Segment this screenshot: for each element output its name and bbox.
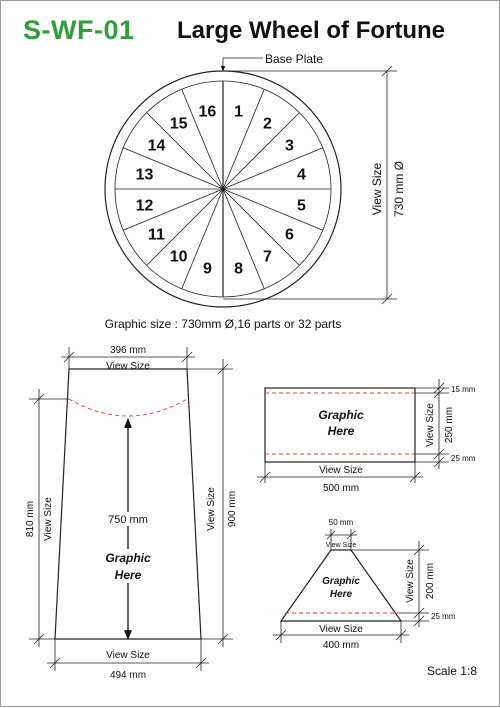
base-plate-label: Base Plate [265,52,324,66]
small-trapezoid-top-view-size: View Size [325,542,357,549]
wheel-segment-4: 4 [297,166,306,184]
trapezoid-right-height: 900 mm [227,490,238,528]
wheel-segment-labels [136,104,306,278]
wheel-segment-16: 16 [198,103,217,121]
trapezoid-bottom-view-size: View Size [106,650,150,661]
small-trapezoid-bottom-margin: 25 mm [431,612,456,621]
trapezoid-graphic-text-2: Here [114,568,142,582]
wheel-segment-6: 6 [285,226,294,244]
trapezoid-panel-diagram [25,345,238,681]
wheel-segment-15: 15 [169,115,188,133]
trapezoid-left-view-size: View Size [43,497,54,541]
wheel-segment-13: 13 [135,166,154,184]
wheel-segment-10: 10 [169,248,188,266]
rectangle-bottom-margin: 25 mm [451,454,476,463]
wheel-segment-12: 12 [135,197,154,215]
product-code: S-WF-01 [23,15,135,45]
rectangle-graphic-text-1: Graphic [318,408,364,422]
rectangle-bottom-view-size: View Size [319,465,363,476]
trapezoid-inner-height: 750 mm [108,514,148,526]
trapezoid-left-height: 810 mm [25,500,36,538]
small-trapezoid-diagram [273,518,456,651]
trapezoid-bottom-width: 494 mm [109,670,147,681]
wheel-diagram [105,52,406,331]
rectangle-width: 500 mm [322,483,360,494]
wheel-segment-1: 1 [234,103,244,121]
wheel-segment-5: 5 [297,197,306,215]
wheel-spoke [223,148,323,189]
wheel-spoke [223,189,264,289]
wheel-segment-2: 2 [262,115,272,133]
rectangle-side-view-size: View Size [425,403,436,447]
trapezoid-right-view-size: View Size [206,487,217,531]
small-trapezoid-width: 400 mm [322,640,360,651]
small-trapezoid-graphic-text-1: Graphic [322,576,360,587]
rectangle-graphic-text-2: Here [327,424,355,438]
trapezoid-graphic-text-1: Graphic [105,551,151,565]
trapezoid-safe-area-line [69,399,187,416]
small-trapezoid-height: 200 mm [425,562,436,600]
rectangle-panel-diagram [257,379,476,494]
wheel-segment-3: 3 [285,137,294,155]
wheel-spoke [223,89,264,189]
wheel-segment-8: 8 [234,260,244,278]
wheel-segment-11: 11 [148,226,165,244]
trapezoid-top-view-size: View Size [106,361,150,372]
wheel-segment-14: 14 [147,137,166,155]
wheel-spokes [115,81,331,297]
scale-label: Scale 1:8 [426,664,477,678]
diameter-value: 730 mm Ø [392,160,406,218]
wheel-spoke [223,189,323,230]
technical-drawing [1,1,500,708]
diameter-view-size-label: View Size [370,162,384,216]
wheel-segment-9: 9 [202,260,212,278]
rectangle-top-margin: 15 mm [451,385,476,394]
small-trapezoid-graphic-text-2: Here [329,589,353,600]
rectangle-height: 250 mm [444,406,455,444]
small-trapezoid-top-width: 50 mm [328,518,354,527]
small-trapezoid-side-view-size: View Size [405,559,416,603]
page-title: Large Wheel of Fortune [177,17,446,44]
small-trapezoid-bottom-view-size: View Size [319,624,363,635]
wheel-caption: Graphic size : 730mm Ø,16 parts or 32 parts [104,317,342,331]
wheel-segment-7: 7 [262,248,272,266]
trapezoid-top-width: 396 mm [109,345,147,356]
